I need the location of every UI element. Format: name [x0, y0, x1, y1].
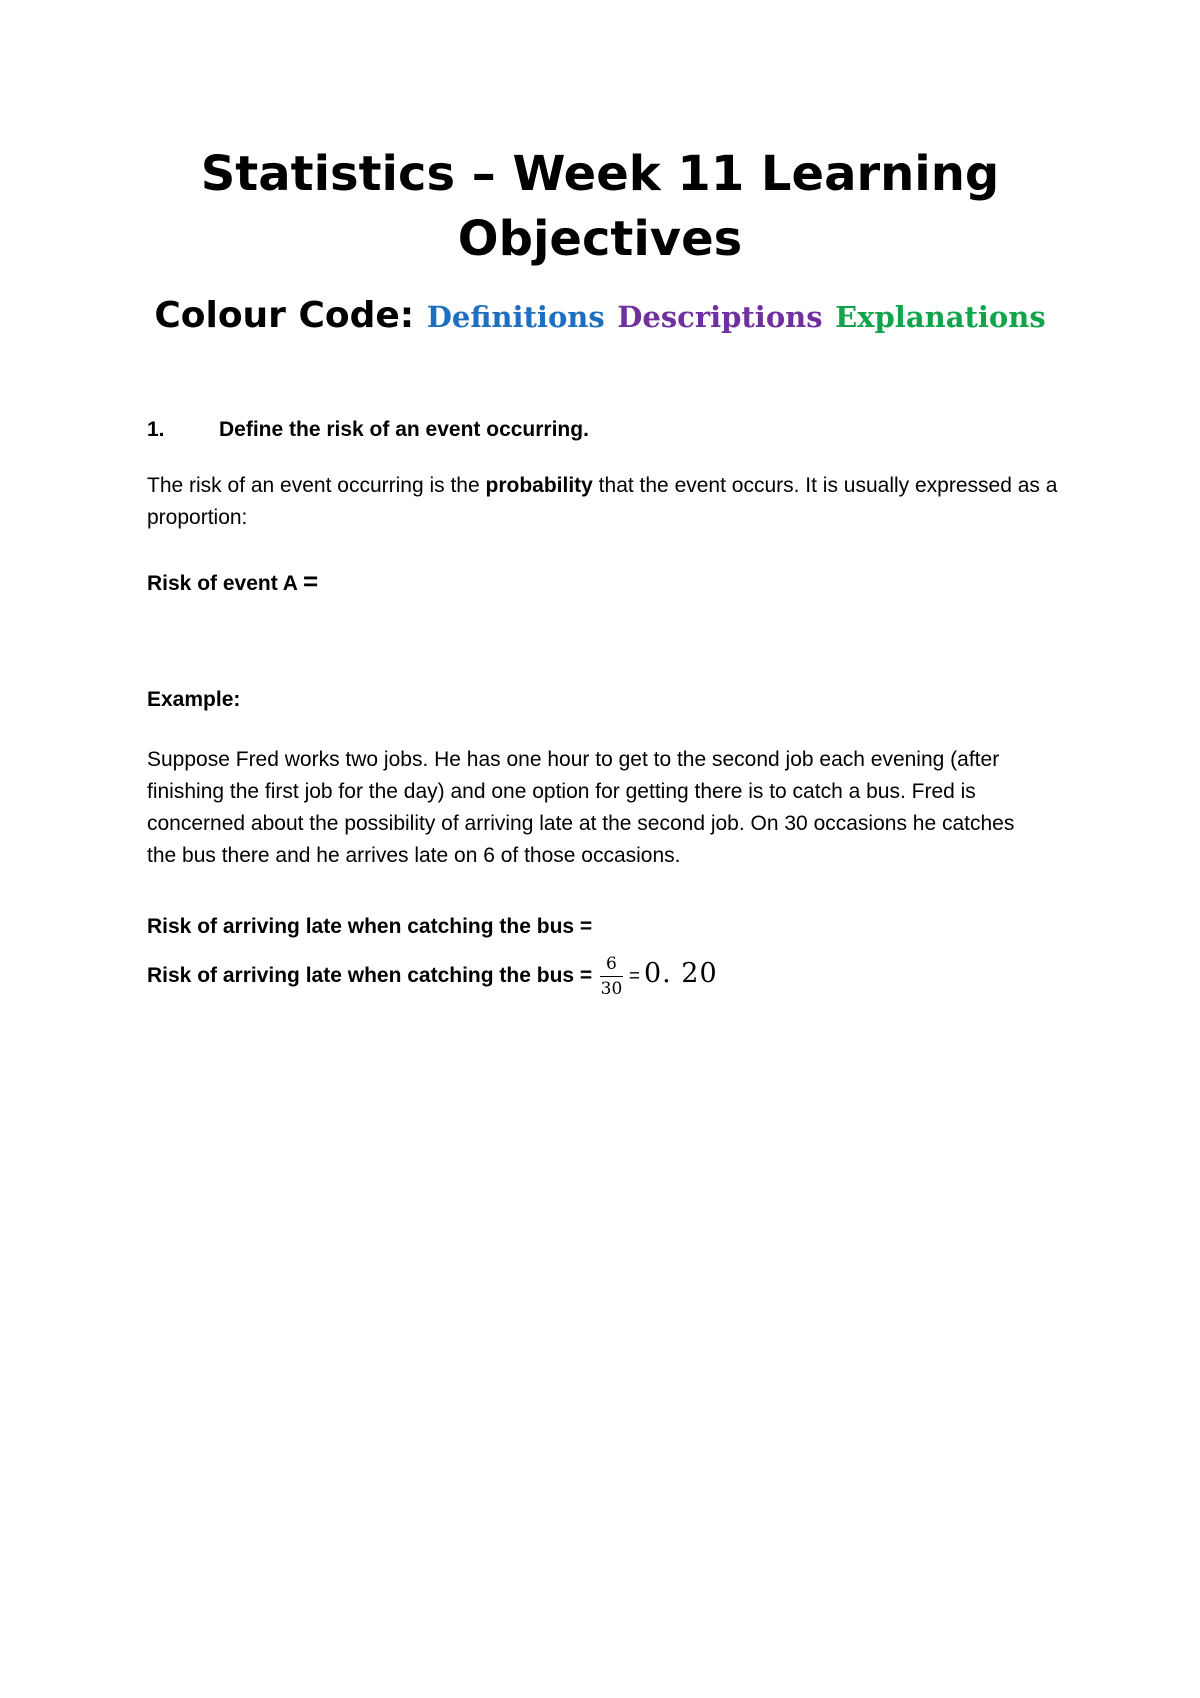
colour-code-legend: [100, 292, 1100, 341]
definition-bold-term: probability: [485, 474, 593, 497]
section-heading-text: Define the risk of an event occurring.: [219, 418, 589, 441]
document-title: Statistics – Week 11 Learning Objectives: [200, 146, 1000, 267]
colour-code-label: Colour Code:: [154, 295, 415, 336]
risk-of-event-label: Risk of event A: [147, 572, 298, 595]
colour-code-definitions: Definitions: [426, 300, 605, 334]
risk-of-event-formula: [147, 566, 318, 597]
risk-late-calculation: [147, 954, 718, 999]
colour-code-explanations: Explanations: [835, 300, 1046, 334]
calculation-equals: =: [628, 966, 640, 988]
definition-text-end: that the event occurs. It is usually expressed as a proportion:: [147, 474, 1058, 529]
calculation-result: 0. 20: [643, 958, 718, 990]
fraction-denominator: 30: [600, 979, 623, 999]
example-label: Example:: [147, 688, 241, 711]
example-paragraph: Suppose Fred works two jobs. He has one hour to get to the second job each evening (after finishing the first job for the day) and one option for getting there is to catch a bus. Fred is concerned about the possibility of arriving late at the second job. On 30 occasions he catches the bus there and he arrives late on 6 of those occasions.: [147, 748, 1015, 867]
section-heading: [147, 418, 589, 442]
fraction: [600, 954, 623, 999]
definition-text-start: The risk of an event occurring is the: [147, 474, 486, 497]
risk-late-label: Risk of arriving late when catching the bus =: [147, 964, 593, 988]
section-number: 1.: [147, 418, 165, 441]
colour-code-descriptions: Descriptions: [617, 300, 823, 334]
risk-of-event-equals: =: [303, 566, 319, 596]
fraction-numerator: 6: [600, 954, 623, 977]
risk-definition-paragraph: [147, 470, 1067, 534]
risk-late-line: Risk of arriving late when catching the bus =: [147, 915, 593, 938]
